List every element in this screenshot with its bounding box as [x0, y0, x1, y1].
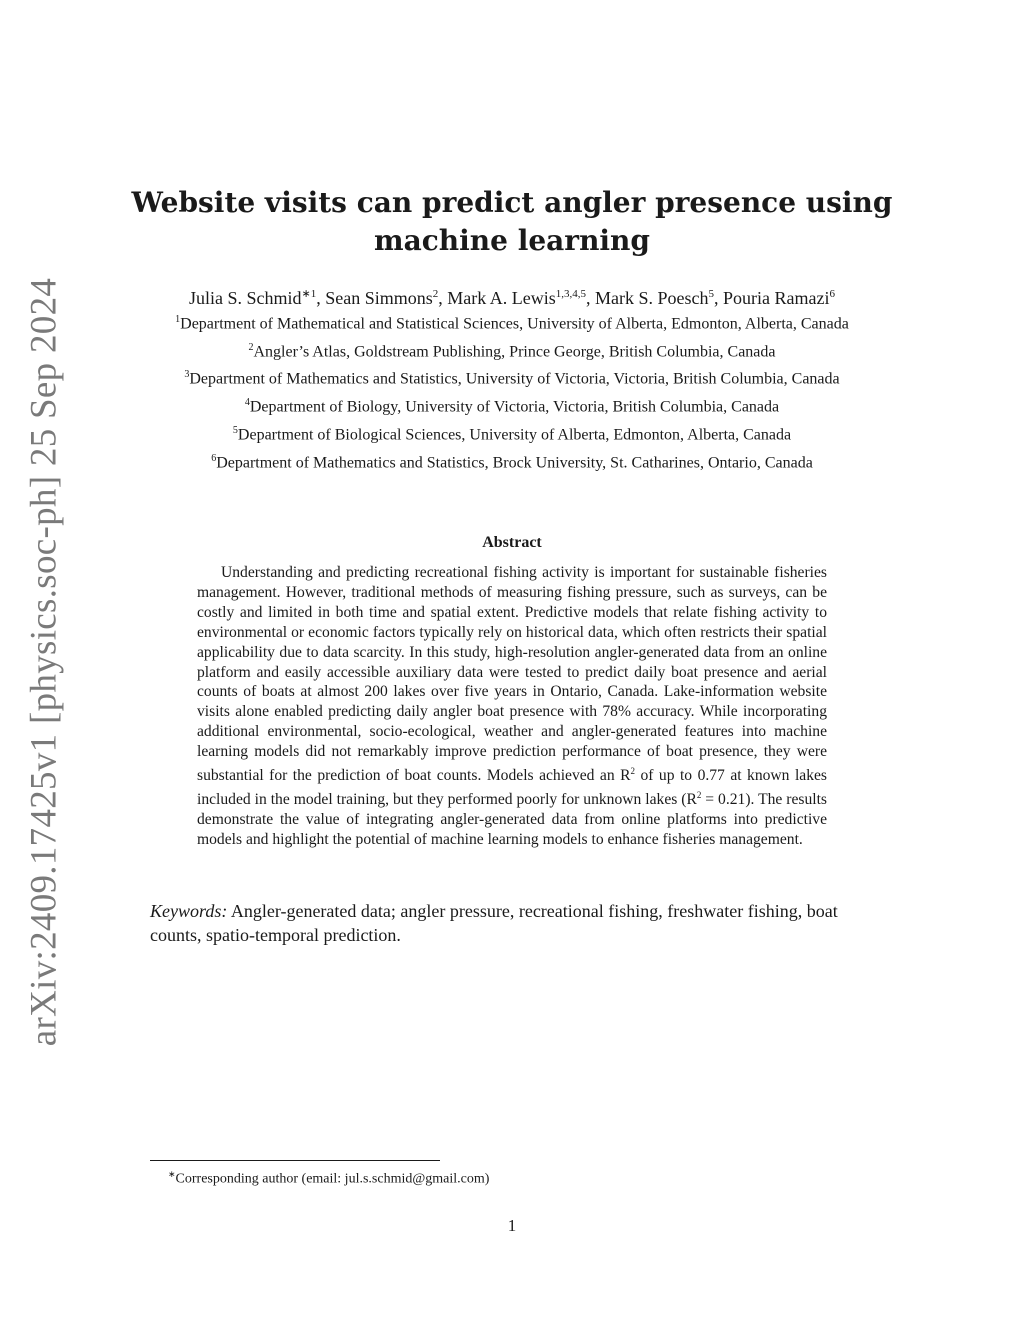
affiliation: $^1$Department of Mathematical and Statistical Sciences, University of Alberta, Edmonton, Alberta, Canada — [175, 314, 849, 333]
author-list — [100, 282, 924, 310]
affiliation: $^5$Department of Biological Sciences, University of Alberta, Edmonton, Alberta, Canada — [232, 424, 792, 444]
title-line-1: Website visits can predict angler presence using — [131, 186, 893, 219]
keywords — [150, 899, 874, 947]
author: Mark S. Poesch$^5$, — [595, 288, 723, 308]
abstract-heading: Abstract — [482, 534, 542, 551]
author: Julia S. Schmid$^{∗1}$, — [189, 288, 326, 308]
affiliation-list — [100, 308, 924, 474]
affiliation: $^2$Angler’s Atlas, Goldstream Publishing, Prince George, British Columbia, Canada — [248, 341, 776, 361]
keywords-label: Keywords: — [150, 901, 228, 921]
keywords-text: Angler-generated data; angler pressure, recreational fishing, freshwater fishing, boat counts, spatio-temporal prediction. — [150, 901, 838, 945]
author: Mark A. Lewis$^{1,3,4,5}$, — [447, 288, 595, 308]
arxiv-identifier-watermark: arXiv:2409.17425v1 [physics.soc-ph] 25 Sep 2024 — [23, 277, 65, 1047]
abstract-body: Understanding and predicting recreational fishing activity is important for sustainable fisheries management. However, traditional methods of measuring fishing pressure, such as surveys, can be costly and limited in both time and spatial extent. Predictive models that relate fishing activity to environmental or economic factors typically rely on historical data, which often restricts their spatial applicability due to data scarcity. In this study, high-resolution angler-generated data from an online platform and easily accessible auxiliary data were tested to predict daily boat presence and aerial counts of boats at almost 200 lakes over five years in Ontario, Canada. Lake-information website visits alone enabled predicting daily angler boat presence with 78% accuracy. While incorporating additional environmental, socio-ecological, weather and angler-generated features into machine learning models did not remarkably improve prediction performance of boat presence, they were substantial for the prediction of boat counts. Models achieved an $R^2$ of up to 0.77 at known lakes included in the model training, but they performed poorly for unknown lakes $(R^2 = 0.21)$. The results demonstrate the value of integrating angler-generated data from online platforms into predictive models and highlight the potential of machine learning models to enhance fisheries management. — [197, 564, 827, 849]
affiliation: $^3$Department of Mathematics and Statistics, University of Victoria, Victoria, British Columbia, Canada — [184, 369, 840, 388]
footnote-rule — [150, 1160, 440, 1161]
affiliation: $^4$Department of Biology, University of Victoria, Victoria, British Columbia, Canada — [244, 397, 780, 416]
author: Sean Simmons$^2$, — [325, 288, 448, 308]
paper-title — [120, 184, 904, 260]
affiliation: $^6$Department of Mathematics and Statistics, Brock University, St. Catharines, Ontario, Canada — [211, 452, 813, 471]
page-number: 1 — [507, 1216, 517, 1235]
author: Pouria Ramazi$^6$ — [723, 288, 835, 308]
corresponding-author-footnote: ∗Corresponding author (email: jul.s.schmid@gmail.com) — [168, 1169, 490, 1187]
title-line-2: machine learning — [373, 224, 650, 257]
